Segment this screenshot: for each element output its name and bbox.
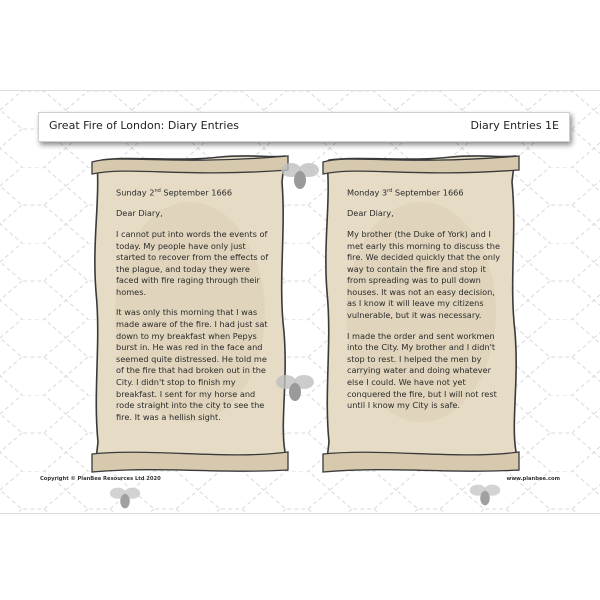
- entry-date: Sunday 2nd September 1666: [116, 187, 233, 198]
- entry-greeting: Dear Diary,: [116, 208, 163, 219]
- diary-scroll-right: [321, 152, 521, 474]
- header-bar: [38, 112, 570, 142]
- bee-icon: [275, 160, 325, 192]
- bee-icon: [105, 485, 145, 511]
- website-text: www.planbee.com: [506, 476, 560, 482]
- bee-icon: [465, 482, 505, 508]
- worksheet-code: Diary Entries 1E: [470, 119, 559, 132]
- copyright-text: Copyright © PlanBee Resources Ltd 2020: [40, 476, 161, 482]
- entry-paragraph: It was only this morning that I was made aware of the fire. I had just sat down to my breakfast when Pepys burst in. He was red in the face and seemed quite distressed. He told me of the fire that had broken out in the City. I didn't stop to finish my breakfast. I sent for my horse and rode straight into the city to see the fire. It was a hellish sight.: [116, 307, 268, 422]
- diary-entry-text: [116, 186, 274, 432]
- bee-icon: [270, 372, 320, 404]
- page-title: Great Fire of London: Diary Entries: [49, 119, 239, 132]
- diary-entry-text: [347, 186, 505, 421]
- diary-scroll-left: [90, 152, 290, 474]
- entry-paragraph: I cannot put into words the events of today. My people have only just started to recover from the effects of the plague, and today they were faced with fire raging through their homes.: [116, 228, 269, 297]
- entry-paragraph: My brother (the Duke of York) and I met early this morning to discuss the fire. We decided quickly that the only way to contain the fire and stop it from spreading was to pull down houses. It was not an easy decision, as I know it will leave my citizens vulnerable, but it was necessary.: [347, 228, 501, 321]
- entry-date: Monday 3rd September 1666: [347, 187, 464, 198]
- entry-greeting: Dear Diary,: [347, 208, 394, 219]
- entry-paragraph: I made the order and sent workmen into the City. My brother and I didn't stop to rest. I helped the men by carrying water and doing whatever else I could. We have not yet conquered the fire, but I will not rest until I know my City is safe.: [347, 330, 497, 411]
